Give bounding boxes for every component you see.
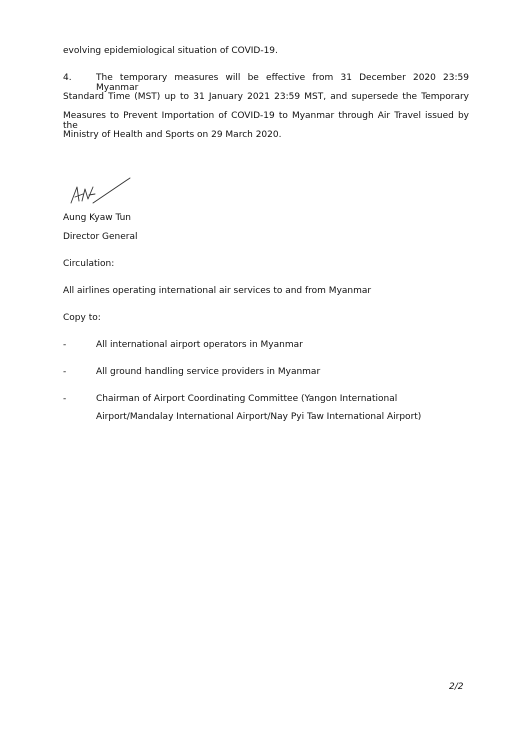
circulation-text: All airlines operating international air services to and from Myanmar (63, 286, 372, 296)
copy-to-item-text: Chairman of Airport Coordinating Committee (Yangon International (96, 394, 398, 404)
paragraph-4-line-2: Standard Time (MST) up to 31 January 2021 23:59 MST, and supersede the Temporary (63, 92, 469, 102)
copy-to-item-text: All ground handling service providers in Myanmar (96, 367, 321, 377)
copy-to-item-text-continued: Airport/Mandalay International Airport/Nay Pyi Taw International Airport) (96, 412, 422, 422)
continuation-line: evolving epidemiological situation of COVID-19. (63, 46, 278, 56)
copy-to-heading: Copy to: (63, 313, 101, 323)
signature-image (63, 177, 135, 211)
page-number: 2/2 (449, 682, 464, 692)
paragraph-4-line-1: The temporary measures will be effective from 31 December 2020 23:59 Myanmar (96, 73, 469, 93)
signatory-title: Director General (63, 232, 138, 242)
paragraph-4-line-3: Measures to Prevent Importation of COVID-19 to Myanmar through Air Travel issued by the (63, 111, 469, 131)
copy-to-bullet: - (63, 340, 67, 350)
circulation-heading: Circulation: (63, 259, 115, 269)
copy-to-bullet: - (63, 367, 67, 377)
paragraph-4-number: 4. (63, 73, 72, 83)
paragraph-4-line-4: Ministry of Health and Sports on 29 March 2020. (63, 130, 282, 140)
copy-to-item-text: All international airport operators in Myanmar (96, 340, 303, 350)
signatory-name: Aung Kyaw Tun (63, 213, 131, 223)
copy-to-bullet: - (63, 394, 67, 404)
